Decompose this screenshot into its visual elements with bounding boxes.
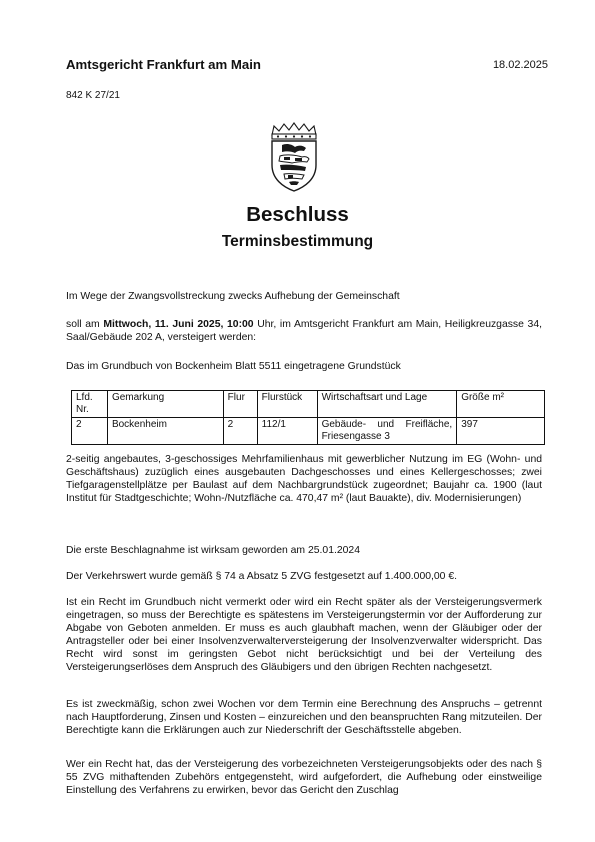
seizure-paragraph: Die erste Beschlagnahme ist wirksam geworden am 25.01.2024 [66, 545, 360, 556]
table-cell: Gebäude- und Freifläche, Friesengasse 3 [317, 418, 457, 445]
appointment-datetime: Mittwoch, 11. Juni 2025, 10:00 [103, 319, 254, 330]
table-row [72, 418, 545, 445]
file-number: 842 K 27/21 [66, 90, 120, 101]
hessian-lion-crest-icon [262, 121, 326, 193]
column-header: Flur [223, 391, 257, 418]
property-table-header [72, 391, 545, 418]
column-header: Wirtschaftsart und Lage [317, 391, 457, 418]
property-table [71, 390, 545, 445]
column-header: Lfd. Nr. [72, 391, 108, 418]
property-description: 2-seitig angebautes, 3-geschossiges Mehrfamilienhaus mit gewerblicher Nutzung im EG (Wohn- und Geschäftshaus) zuzüglich eines ausgebauten Dachgeschosses und eines Kellergeschosses; zwei Tiefgaragenstellplätze per Baulast auf dem Nachbargrundstück zugeordnet; Baujahr ca. 1900 (laut Institut für Stadtgeschichte; Wohn-/Nutzfläche ca. 470,47 m² (laut Bauakte), div. Modernisierungen) [66, 454, 542, 504]
table-cell: 112/1 [257, 418, 317, 445]
table-cell: 397 [457, 418, 545, 445]
column-header: Größe m² [457, 391, 545, 418]
document-title: Beschluss [246, 203, 349, 226]
table-cell: Bockenheim [107, 418, 223, 445]
document-subtitle: Terminsbestimmung [221, 233, 374, 250]
court-name: Amtsgericht Frankfurt am Main [66, 57, 261, 72]
appointment-paragraph [66, 318, 542, 344]
register-paragraph: Das im Grundbuch von Bockenheim Blatt 5511 eingetragene Grundstück [66, 361, 401, 372]
market-value-paragraph: Der Verkehrswert wurde gemäß § 74 a Absatz 5 ZVG festgesetzt auf 1.400.000,00 €. [66, 571, 458, 582]
claims-notice-paragraph: Es ist zweckmäßig, schon zwei Wochen vor dem Termin eine Berechnung des Anspruchs – getrennt nach Hauptforderung, Zinsen und Kosten – einzureichen und den beanspruchten Rang mitzuteilen. Der Berechtigte kann die Erklärungen auch zur Niederschrift der Geschäftsstelle abgeben. [66, 699, 542, 736]
document-date: 18.02.2025 [492, 59, 548, 71]
column-header: Gemarkung [107, 391, 223, 418]
column-header: Flurstück [257, 391, 317, 418]
crown-icon [272, 123, 316, 139]
opposition-notice-paragraph: Wer ein Recht hat, das der Versteigerung des vorbezeichneten Versteigerungsobjekts oder des nach § 55 ZVG mithaftenden Zubehörs entgegensteht, wird aufgefordert, die Aufhebung oder einstweilige Einstellung des Verfahrens zu erwirken, bevor das Gericht den Zuschlag [66, 759, 542, 796]
intro-paragraph: Im Wege der Zwangsvollstreckung zwecks Aufhebung der Gemeinschaft [66, 291, 400, 302]
appointment-post: Uhr, im Amtsgericht Frankfurt am Main, Heiligkreuzgasse 34, Saal/Gebäude 202 A, versteigert werden: [66, 319, 542, 343]
appointment-pre: soll am [66, 319, 104, 330]
rights-notice-paragraph: Ist ein Recht im Grundbuch nicht vermerkt oder wird ein Recht später als der Versteigerungsvermerk eingetragen, so muss der Berechtigte es spätestens im Versteigerungstermin vor der Aufforderung zur Abgabe von Geboten anmelden. Er muss es auch glaubhaft machen, wenn der Gläubiger oder der Antragsteller oder bei einer Insolvenzverwalterversteigerung der Insolvenzverwalter widerspricht. Das Recht wird sonst im geringsten Gebot nicht berücksichtigt und bei der Verteilung des Versteigerungserlöses dem Anspruch des Gläubigers und den übrigen Rechten nachgesetzt. [66, 597, 542, 673]
table-cell: 2 [72, 418, 108, 445]
table-cell: 2 [223, 418, 257, 445]
